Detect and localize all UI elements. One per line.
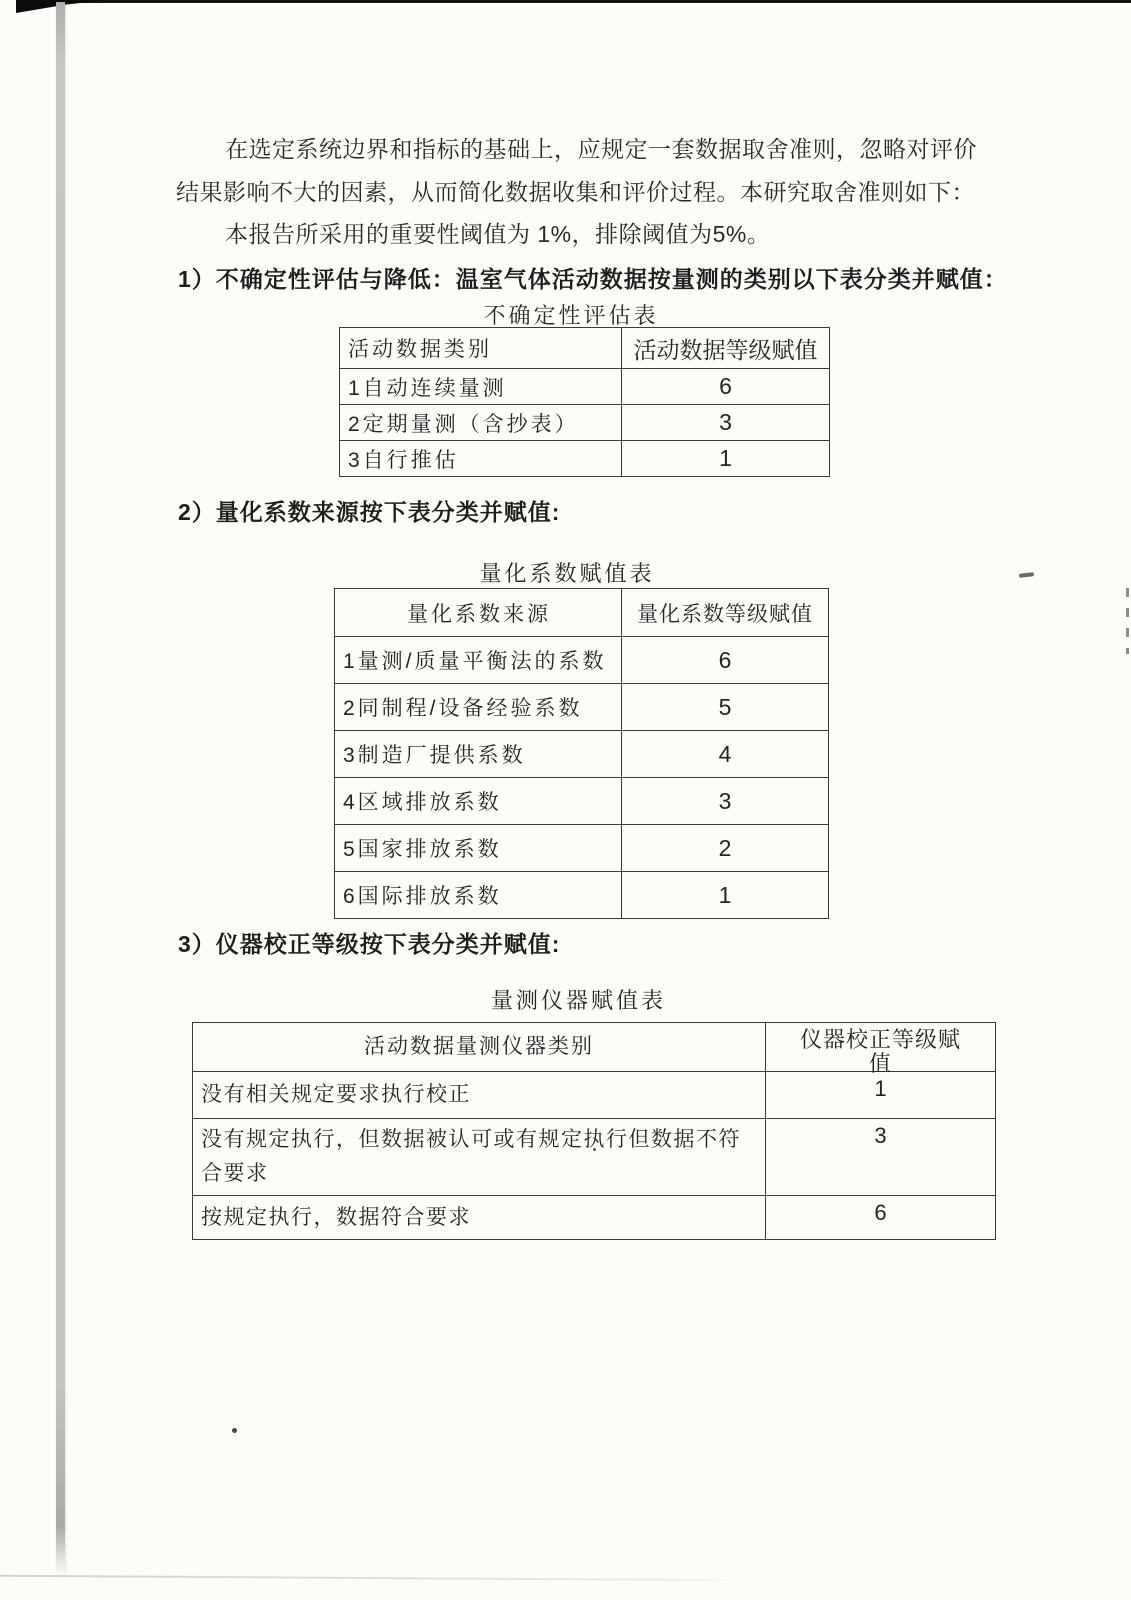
row-label: 3自行推估 [340, 441, 622, 477]
row-label: 4区域排放系数 [335, 778, 622, 825]
uncertainty-table-title: 不确定性评估表 [483, 303, 659, 328]
row-value: 6 [622, 369, 830, 405]
row-value: 1 [622, 441, 830, 477]
row-value: 3 [766, 1119, 996, 1196]
row-label: 1自动连续量测 [340, 369, 622, 405]
table-header-row [335, 589, 829, 637]
column-header: 活动数据类别 [340, 328, 622, 369]
row-value: 5 [622, 684, 829, 731]
scan-speck [232, 1428, 237, 1433]
row-value: 1 [622, 872, 829, 919]
scan-speck [1019, 572, 1034, 578]
column-header: 活动数据等级赋值 [622, 328, 830, 369]
scan-binding-shadow [56, 2, 65, 1574]
section1-heading: 1）不确定性评估与降低：温室气体活动数据按量测的类别以下表分类并赋值： [178, 266, 1008, 292]
intro-line-3: 本报告所采用的重要性阈值为 1%，排除阈值为5%。 [225, 221, 771, 247]
table-row [335, 637, 829, 684]
table-row [193, 1072, 996, 1119]
quant-factor-table-title: 量化系数赋值表 [479, 561, 655, 586]
table-header-row [340, 328, 830, 369]
table-header-row [193, 1023, 996, 1072]
table-row [340, 369, 830, 405]
table-row [335, 684, 829, 731]
row-label: 5国家排放系数 [335, 825, 622, 872]
table-row [335, 731, 829, 778]
row-value: 4 [622, 731, 829, 778]
section3-heading: 3）仪器校正等级按下表分类并赋值: [178, 931, 561, 957]
scan-edge-marks [1126, 588, 1129, 654]
column-header: 活动数据量测仪器类别 [193, 1023, 766, 1072]
row-value: 6 [622, 637, 829, 684]
row-label: 2定期量测（含抄表） [340, 405, 622, 441]
row-value: 3 [622, 778, 829, 825]
table-row [335, 872, 829, 919]
scan-bottom-shadow [0, 1575, 740, 1582]
row-label: 6国际排放系数 [335, 872, 622, 919]
row-value: 2 [622, 825, 829, 872]
table-row [193, 1119, 996, 1196]
row-label: 没有相关规定要求执行校正 [193, 1072, 766, 1119]
row-label: 1量测/质量平衡法的系数 [335, 637, 622, 684]
row-label: 2同制程/设备经验系数 [335, 684, 622, 731]
quant-factor-table [334, 588, 829, 919]
row-label: 没有规定执行，但数据被认可或有规定执行但数据不符合要求 [193, 1119, 766, 1196]
instrument-table [192, 1022, 996, 1240]
table-row [193, 1196, 996, 1240]
column-header [766, 1023, 996, 1076]
row-label: 3制造厂提供系数 [335, 731, 622, 778]
column-header-text: 仪器校正等级赋 值 [799, 1027, 961, 1076]
table-row [340, 441, 830, 477]
table-row [335, 825, 829, 872]
row-label: 按规定执行，数据符合要求 [193, 1196, 766, 1240]
row-value: 6 [766, 1196, 996, 1240]
row-value: 3 [622, 405, 830, 441]
uncertainty-table [339, 327, 830, 477]
column-header: 量化系数来源 [335, 589, 622, 637]
scan-top-edge-line [16, 0, 1131, 3]
column-header: 量化系数等级赋值 [622, 589, 829, 637]
table-row [335, 778, 829, 825]
intro-line-1: 在选定系统边界和指标的基础上，应规定一套数据取舍准则，忽略对评价 [225, 136, 977, 162]
section2-heading: 2）量化系数来源按下表分类并赋值: [178, 499, 561, 525]
table-row [340, 405, 830, 441]
instrument-table-title: 量测仪器赋值表 [490, 988, 666, 1013]
row-value: 1 [766, 1072, 996, 1119]
intro-line-2: 结果影响不大的因素，从而简化数据收集和评价过程。本研究取舍准则如下： [176, 179, 975, 205]
